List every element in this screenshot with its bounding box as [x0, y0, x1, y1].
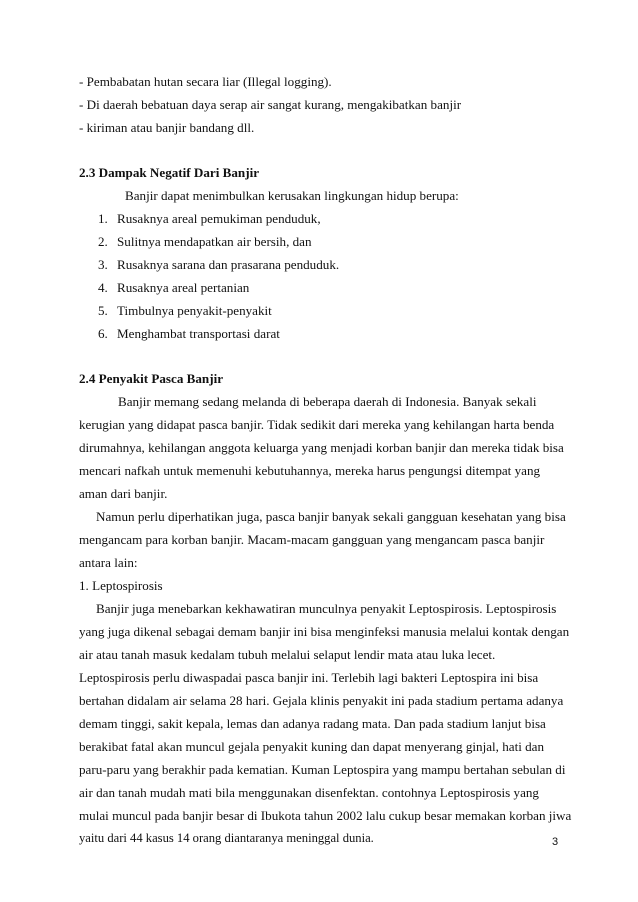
list-item: Menghambat transportasi darat	[117, 326, 280, 341]
paragraph-line: demam tinggi, sakit kepala, lemas dan adanya radang mata. Dan pada stadium lanjut bisa	[79, 716, 546, 731]
section-heading: 2.3 Dampak Negatif Dari Banjir	[79, 165, 260, 180]
paragraph-line: antara lain:	[79, 555, 138, 570]
list-number: 1.	[98, 211, 108, 226]
list-number: 4.	[98, 280, 108, 295]
text-line: - Pembabatan hutan secara liar (Illegal logging).	[79, 74, 332, 89]
paragraph-line: mengancam para korban banjir. Macam-macam gangguan yang mengancam pasca banjir	[79, 532, 545, 547]
list-number: 5.	[98, 303, 108, 318]
list-item: Sulitnya mendapatkan air bersih, dan	[117, 234, 312, 249]
paragraph-line: Banjir memang sedang melanda di beberapa daerah di Indonesia. Banyak sekali	[118, 394, 537, 409]
paragraph-line: kerugian yang didapat pasca banjir. Tidak sedikit dari mereka yang kehilangan harta benda	[79, 417, 555, 432]
list-item: Rusaknya areal pertanian	[117, 280, 250, 295]
paragraph-line: dirumahnya, kehilangan anggota keluarga yang menjadi korban banjir dan mereka tidak bisa	[79, 440, 564, 455]
paragraph-line: paru-paru yang berakhir pada kematian. Kuman Leptospira yang mampu bertahan sebulan di	[79, 762, 566, 777]
list-number: 3.	[98, 257, 108, 272]
paragraph-line: mulai muncul pada banjir besar di Ibukota tahun 2002 lalu cukup besar memakan korban jiwa	[79, 808, 572, 823]
paragraph-line: air atau tanah masuk kedalam tubuh melalui selaput lendir mata atau luka lecet.	[79, 647, 496, 662]
list-item: Rusaknya areal pemukiman penduduk,	[117, 211, 321, 226]
paragraph-line: yang juga dikenal sebagai demam banjir ini bisa menginfeksi manusia melalui kontak dengan	[79, 624, 570, 639]
list-item: Rusaknya sarana dan prasarana penduduk.	[117, 257, 340, 272]
subsection-title: 1. Leptospirosis	[79, 578, 163, 593]
paragraph-line: aman dari banjir.	[79, 486, 168, 501]
paragraph-line: Leptospirosis perlu diwaspadai pasca banjir ini. Terlebih lagi bakteri Leptospira ini bisa	[79, 670, 539, 685]
paragraph-line: mencari nafkah untuk memenuhi kebutuhannya, mereka harus pengungsi ditempat yang	[79, 463, 541, 478]
section-heading: 2.4 Penyakit Pasca Banjir	[79, 371, 224, 386]
list-number: 6.	[98, 326, 108, 341]
paragraph-line: air dan tanah mudah mati bila menggunakan disenfektan. contohnya Leptospirosis yang	[79, 785, 539, 800]
text-line: - Di daerah bebatuan daya serap air sangat kurang, mengakibatkan banjir	[79, 97, 462, 112]
page-number: 3	[552, 836, 559, 848]
paragraph-line: bertahan didalam air selama 28 hari. Gejala klinis penyakit ini pada stadium pertama adanya	[79, 693, 564, 708]
paragraph-line: berakibat fatal akan muncul gejala penyakit kuning dan dapat menyerang ginjal, hati dan	[79, 739, 545, 754]
paragraph-line: Banjir juga menebarkan kekhawatiran munculnya penyakit Leptospirosis. Leptospirosis	[96, 601, 557, 616]
paragraph-line: yaitu dari 44 kasus 14 orang diantaranya meninggal dunia.	[79, 831, 374, 845]
list-number: 2.	[98, 234, 108, 249]
list-item: Timbulnya penyakit-penyakit	[117, 303, 272, 318]
text-line: - kiriman atau banjir bandang dll.	[79, 120, 255, 135]
paragraph-line: Namun perlu diperhatikan juga, pasca banjir banyak sekali gangguan kesehatan yang bisa	[96, 509, 566, 524]
section-intro: Banjir dapat menimbulkan kerusakan lingkungan hidup berupa:	[125, 188, 459, 203]
